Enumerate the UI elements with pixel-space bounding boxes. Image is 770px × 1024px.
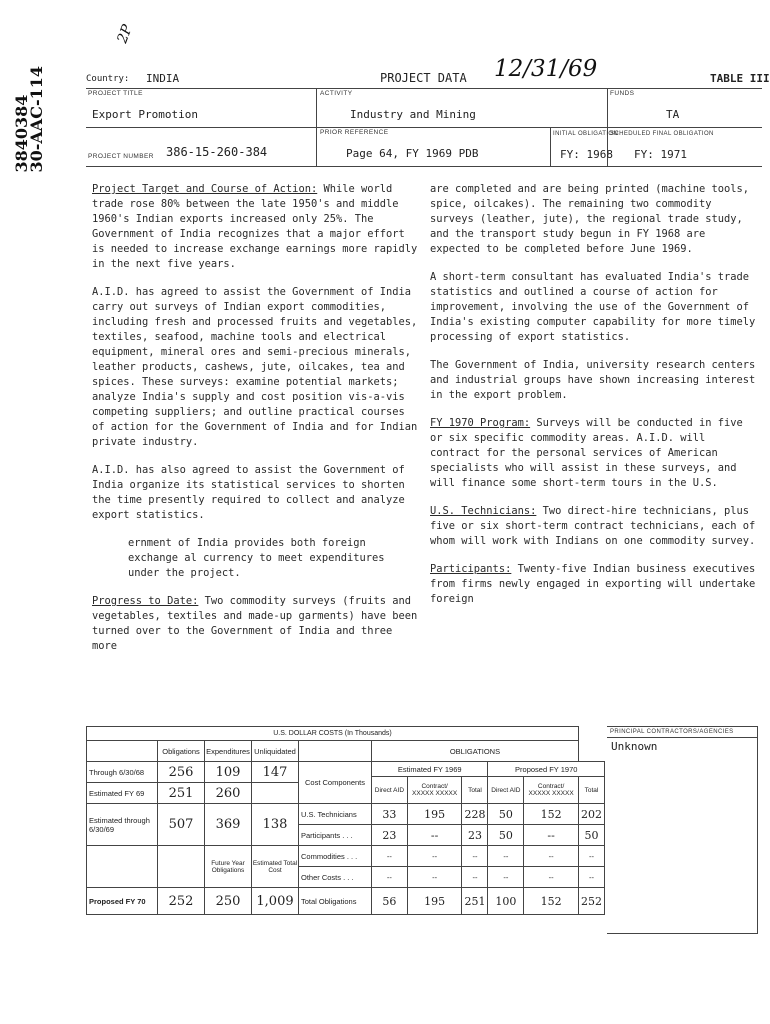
row-estimated-through-label: Estimated through 6/30/69 [87, 804, 158, 846]
future-year-label: Future Year Obligations [205, 846, 252, 888]
est-through-expenditures: 369 [205, 804, 252, 846]
est-fy69-header: Estimated FY 1969 [372, 762, 488, 777]
row-estimated-fy69-label: Estimated FY 69 [87, 783, 158, 804]
statistics-paragraph: A.I.D. has also agreed to assist the Government of India organize its statistical services to shorten the time presently required to collect and analyze export statistics. [92, 464, 405, 521]
header-middle-rule [86, 127, 762, 128]
paragraph-heading: U.S. Technicians: [430, 505, 537, 517]
comm-direct-69: -- [372, 846, 408, 867]
fy1970-program-paragraph: FY 1970 Program: Surveys will be conducted in five or six specific commodity areas. A.I.D. will contract for the personal services of American specialists who will assist in these surveys, and will finance some short-term tours in the U.S. [430, 417, 743, 489]
part-direct-70: 50 [488, 825, 524, 846]
contractors-label: PRINCIPAL CONTRACTORS/AGENCIES [607, 727, 757, 738]
table-reference: TABLE III [710, 72, 770, 85]
prop-fy70-header: Proposed FY 1970 [488, 762, 605, 777]
final-obligation-label: SCHEDULED FINAL OBLIGATION [610, 131, 714, 137]
interest-paragraph: The Government of India, university research centers and industrial groups have shown increasing interest in the export problem. [430, 359, 756, 401]
total-direct-69: 56 [372, 888, 408, 915]
through-unliquidated: 147 [252, 762, 299, 783]
corner-handwritten-note: 2P [114, 22, 136, 46]
tech-contract-69: 195 [407, 804, 462, 825]
tech-total-69: 228 [462, 804, 488, 825]
comm-total-70: -- [578, 846, 604, 867]
tech-direct-69: 33 [372, 804, 408, 825]
total-70: Total [578, 777, 604, 804]
right-text-column [430, 182, 758, 620]
prior-reference-label: PRIOR REFERENCE [320, 129, 389, 136]
participants-paragraph: Participants: Twenty-five Indian business executives from firms newly engaged in exporting will undertake foreign [430, 563, 756, 605]
page-title: PROJECT DATA [380, 71, 467, 85]
proposed-future: 250 [205, 888, 252, 915]
margin-handwritten-code: 3840384 30-AAC-114 [12, 66, 46, 173]
project-number-value: 386-15-260-384 [166, 145, 268, 159]
tech-total-70: 202 [578, 804, 604, 825]
paragraph-heading: Participants: [430, 563, 512, 575]
col-expenditures: Expenditures [205, 741, 252, 762]
funding-paragraph: ernment of India provides both foreign exchange al currency to meet expenditures under the project. [128, 537, 385, 579]
activity-value: Industry and Mining [350, 108, 476, 121]
header-bottom-rule [86, 166, 762, 167]
part-total-69: 23 [462, 825, 488, 846]
left-text-column [92, 182, 418, 667]
project-number-label: PROJECT NUMBER [88, 153, 154, 160]
participants-label: Participants . . . [299, 825, 372, 846]
comm-direct-70: -- [488, 846, 524, 867]
through-expenditures: 109 [205, 762, 252, 783]
surveys-paragraph: A.I.D. has agreed to assist the Government of India carry out surveys of Indian export commodities, including fresh and processed fruits and vegetables, textiles, seafood, machine tools and electrical equipment, mineral ores and semi-precious minerals, leather products, cashews, jute, oilcakes, tea and spices. These surveys: examine potential markets; analyze India's supply and cost position vis-a-vis competing suppliers; and outline practical courses of action for the Government of India and for Indian private industry. [92, 286, 418, 448]
header-divider-2 [550, 127, 551, 166]
comm-total-69: -- [462, 846, 488, 867]
total-contract-70: 152 [524, 888, 579, 915]
row-proposed-label: Proposed FY 70 [87, 888, 158, 915]
fy69-obligations: 251 [158, 783, 205, 804]
direct-aid-69: Direct AID [372, 777, 408, 804]
contract-69: Contract/ XXXXX XXXXX [407, 777, 462, 804]
technicians-paragraph: U.S. Technicians: Two direct-hire technicians, plus five or six short-term contract technicians, each of whom will work with Indians on one commodity survey. [430, 505, 756, 547]
total-obligations-label: Total Obligations [299, 888, 372, 915]
comm-contract-70: -- [524, 846, 579, 867]
other-costs-label: Other Costs . . . [299, 867, 372, 888]
total-total-70: 252 [578, 888, 604, 915]
initial-obligation-value: FY: 1968 [560, 148, 613, 161]
total-total-69: 251 [462, 888, 488, 915]
us-dollar-costs-table [86, 726, 605, 915]
project-title-label: PROJECT TITLE [88, 90, 143, 97]
principal-contractors-box [607, 726, 758, 934]
row-through-label: Through 6/30/68 [87, 762, 158, 783]
cost-components-label: Cost Components [299, 762, 372, 804]
tech-contract-70: 152 [524, 804, 579, 825]
proposed-total-cost: 1,009 [252, 888, 299, 915]
other-direct-70: -- [488, 867, 524, 888]
prior-reference-value: Page 64, FY 1969 PDB [346, 147, 479, 160]
contractors-value: Unknown [611, 740, 658, 753]
col-unliquidated: Unliquidated [252, 741, 299, 762]
through-obligations: 256 [158, 762, 205, 783]
other-contract-69: -- [407, 867, 462, 888]
obligations-header: OBLIGATIONS [372, 741, 579, 762]
part-direct-69: 23 [372, 825, 408, 846]
other-contract-70: -- [524, 867, 579, 888]
project-title-value: Export Promotion [92, 108, 198, 121]
est-through-unliquidated: 138 [252, 804, 299, 846]
final-obligation-value: FY: 1971 [634, 148, 687, 161]
handwritten-date: 12/31/69 [494, 56, 598, 82]
part-contract-69: -- [407, 825, 462, 846]
header-divider-1 [316, 88, 317, 166]
other-direct-69: -- [372, 867, 408, 888]
tech-direct-70: 50 [488, 804, 524, 825]
direct-aid-70: Direct AID [488, 777, 524, 804]
paragraph-heading: Project Target and Course of Action: [92, 183, 318, 195]
funds-label: FUNDS [610, 90, 635, 97]
total-direct-70: 100 [488, 888, 524, 915]
contract-70: Contract/ XXXXX XXXXX [524, 777, 579, 804]
paragraph-heading: FY 1970 Program: [430, 417, 531, 429]
total-contract-69: 195 [407, 888, 462, 915]
consultant-paragraph: A short-term consultant has evaluated India's trade statistics and outlined a course of action for improvement, involving the use of the Government of India's existing computer capability for more timely processing of export statistics. [430, 271, 756, 343]
paragraph-heading: Progress to Date: [92, 595, 199, 607]
costs-title: U.S. DOLLAR COSTS (In Thousands) [87, 727, 579, 741]
col-obligations: Obligations [158, 741, 205, 762]
fy69-unliquidated [252, 783, 299, 804]
initial-obligation-label: INITIAL OBLIGATION [553, 131, 619, 137]
part-total-70: 50 [578, 825, 604, 846]
us-technicians-label: U.S. Technicians [299, 804, 372, 825]
country-value: INDIA [146, 72, 180, 85]
other-total-69: -- [462, 867, 488, 888]
country-label: Country: [86, 74, 130, 84]
progress-paragraph: Progress to Date: Two commodity surveys (fruits and vegetables, textiles and made-up garments) have been turned over to the Government of India and three more [92, 595, 418, 652]
header-top-rule [86, 88, 762, 89]
commodities-label: Commodities . . . [299, 846, 372, 867]
completed-surveys-paragraph: are completed and are being printed (machine tools, spice, oilcakes). The remaining two commodity surveys (leather, jute), the regional trade study, and the transport study begun in FY 1968 are expected to be completed before June 1969. [430, 183, 750, 255]
target-paragraph: Project Target and Course of Action: While world trade rose 80% between the late 1950's and middle 1960's Indian exports increased only 25%. The Government of India recognizes that a major effort is needed to increase exchange earnings more rapidly in the next five years. [92, 183, 418, 270]
fy69-expenditures: 260 [205, 783, 252, 804]
activity-label: ACTIVITY [320, 90, 353, 97]
other-total-70: -- [578, 867, 604, 888]
est-through-obligations: 507 [158, 804, 205, 846]
proposed-obligations: 252 [158, 888, 205, 915]
funds-value: TA [666, 108, 680, 121]
estimated-total-label: Estimated Total Cost [252, 846, 299, 888]
total-69: Total [462, 777, 488, 804]
part-contract-70: -- [524, 825, 579, 846]
comm-contract-69: -- [407, 846, 462, 867]
